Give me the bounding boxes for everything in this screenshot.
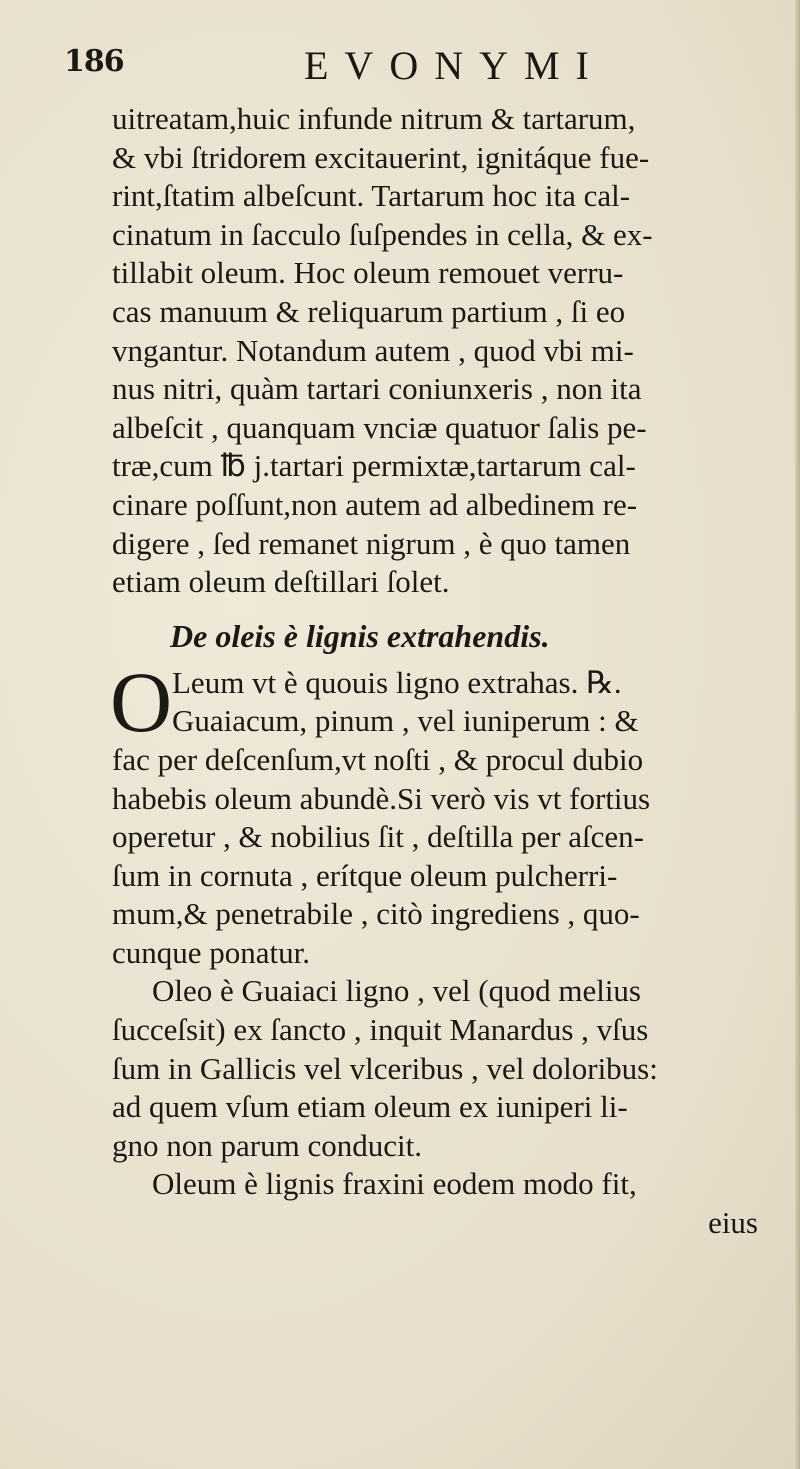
text-line: ſucceſsit) ex ſancto , inquit Manardus , vſus xyxy=(112,1012,649,1048)
paragraph-3 xyxy=(112,1165,798,1242)
text-line: tillabit oleum. Hoc oleum remouet verru- xyxy=(112,255,624,291)
text-line: ſum in Gallicis vel vlceribus , vel doloribus: xyxy=(112,1050,658,1086)
text-line: & vbi ſtridorem excitauerint, ignitáque fue- xyxy=(112,139,650,175)
catchword: eius xyxy=(708,1205,758,1241)
text-line: ad quem vſum etiam oleum ex iuniperi li- xyxy=(112,1089,628,1125)
text-line: Leum vt è quouis ligno extrahas. ℞. xyxy=(172,664,622,700)
text-line: habebis oleum abundè.Si verò vis vt fortius xyxy=(112,780,651,816)
text-line: rint,ſtatim albeſcunt. Tartarum hoc ita cal- xyxy=(112,178,631,214)
text-line: cinatum in ſacculo ſuſpendes in cella, & ex- xyxy=(112,216,653,252)
text-line: nus nitri, quàm tartari coniunxeris , non ita xyxy=(112,371,642,407)
page-header xyxy=(64,38,764,98)
text-line: ſum in cornuta , erítque oleum pulcherri- xyxy=(112,857,618,893)
running-head: EVONYMI xyxy=(304,43,605,88)
text-line: cas manuum & reliquarum partium , ſi eo xyxy=(112,293,626,329)
section-heading: De oleis è lignis extrahendis. xyxy=(170,617,550,654)
text-line: Oleum è lignis fraxini eodem modo fit, xyxy=(152,1166,637,1202)
text-line: cinare poſſunt,non autem ad albedinem re- xyxy=(112,486,638,522)
body-text xyxy=(112,100,798,1243)
paragraph-1 xyxy=(110,653,798,973)
drop-cap: O xyxy=(110,653,173,750)
text-line: gno non parum conducit. xyxy=(112,1127,422,1163)
text-line: mum,& penetrabile , citò ingrediens , quo- xyxy=(112,896,640,932)
text-line: uitreatam,huic infunde nitrum & tartarum, xyxy=(112,101,636,136)
text-line: træ,cum ℔ j.tartari permixtæ,tartarum cal- xyxy=(112,448,636,484)
text-line: cunque ponatur. xyxy=(112,934,311,970)
text-line: Oleo è Guaiaci ligno , vel (quod melius xyxy=(152,973,641,1009)
page-number: 186 xyxy=(64,44,124,79)
text-line: digere , ſed remanet nigrum , è quo tamen xyxy=(112,525,631,561)
paragraph-2 xyxy=(112,972,798,1165)
text-line: operetur , & nobilius ſit , deſtilla per aſcen- xyxy=(112,819,645,855)
text-line: Guaiacum, pinum , vel iuniperum : & xyxy=(172,703,639,739)
text-line: vngantur. Notandum autem , quod vbi mi- xyxy=(112,332,634,368)
text-line: albeſcit , quanquam vnciæ quatuor ſalis pe- xyxy=(112,409,647,445)
text-line: fac per deſcenſum,vt noſti , & procul dubio xyxy=(112,741,644,777)
text-line: etiam oleum deſtillari ſolet. xyxy=(112,564,450,600)
